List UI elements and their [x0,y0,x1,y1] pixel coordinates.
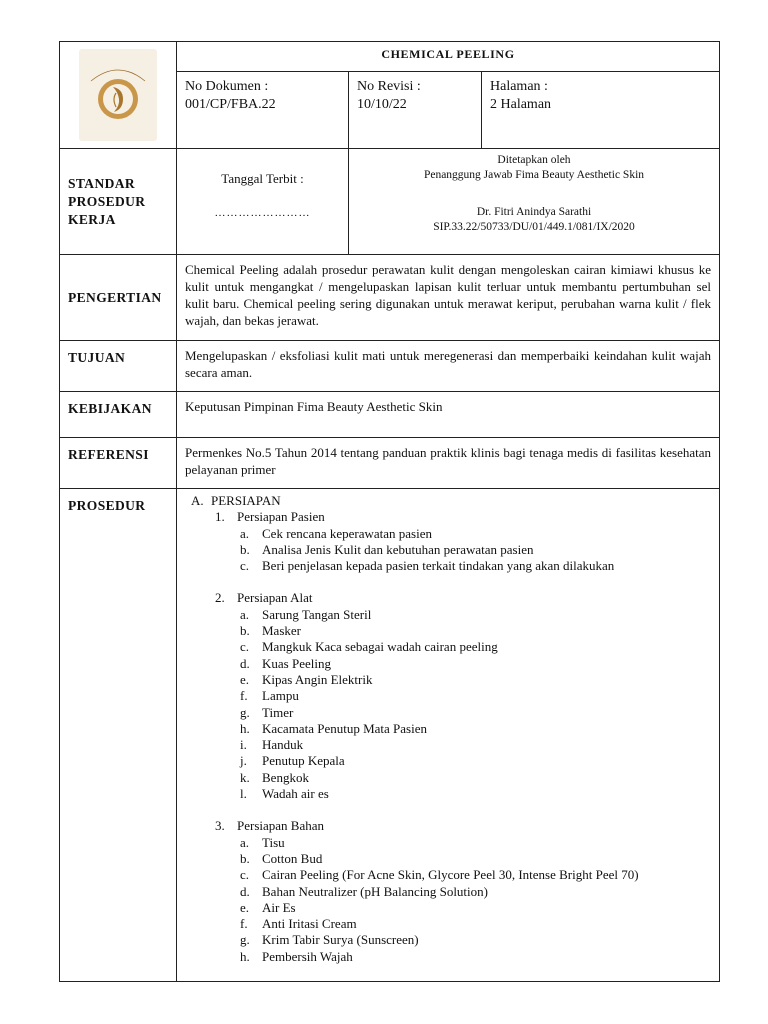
list-item-letter: e. [240,671,250,687]
list-item-text: Tisu [262,834,285,850]
sop-table [59,41,720,982]
issue-date-placeholder: …………………… [214,207,311,219]
list-item-text: Masker [262,623,301,639]
group-number: 1. [215,509,225,525]
list-item-letter: g. [240,932,250,948]
revision-value: 10/10/22 [357,97,407,112]
logo-emblem-icon [83,53,153,137]
issue-date-cell [177,149,349,255]
list-item [185,851,711,867]
list-item-letter: b. [240,850,250,866]
list-item-text: Cairan Peeling (For Acne Skin, Glycore Peel 30, Intense Bright Peel 70) [262,867,639,883]
section-number: A. [191,493,204,508]
list-item-letter: j. [240,753,247,769]
prosedur-group-heading [185,590,711,606]
list-item-text: Bengkok [262,769,309,785]
list-item [185,526,711,542]
approved-by-label: Ditetapkan oleh [497,154,571,166]
issue-date-label: Tanggal Terbit : [221,171,304,186]
list-item-text: Kacamata Penutup Mata Pasien [262,720,427,736]
revision-label: No Revisi : [357,79,421,94]
list-item [185,542,711,558]
list-item [185,916,711,932]
list-item-letter: d. [240,883,250,899]
list-item [185,721,711,737]
list-item-letter: a. [240,834,250,850]
group-title: Persiapan Alat [237,590,313,606]
list-item-text: Timer [262,704,294,720]
list-item-text: Lampu [262,688,299,704]
list-item-letter: f. [240,916,248,932]
sop-label [60,149,177,255]
list-item-text: Air Es [262,899,296,915]
list-item-letter: d. [240,655,250,671]
list-item-letter: c. [240,867,250,883]
approval-cell [349,149,720,255]
list-item-text: Mangkuk Kaca sebagai wadah cairan peeling [262,639,498,655]
page-count-value: 2 Halaman [490,97,552,112]
tujuan-text: Mengelupaskan / eksfoliasi kulit mati untuk meregenerasi dan memperbaiki keindahan kulit wajah secara aman. [177,341,720,392]
list-item-text: Wadah air es [262,786,329,802]
list-item-letter: k. [240,769,250,785]
list-item-text: Bahan Neutralizer (pH Balancing Solution) [262,883,488,899]
list-item-text: Krim Tabir Surya (Sunscreen) [262,932,419,948]
group-number: 2. [215,590,225,606]
list-item-letter: b. [240,541,250,557]
clinic-logo [79,49,157,141]
list-item [185,867,711,883]
list-item-letter: b. [240,623,250,639]
document-number-cell [177,72,349,149]
section-title: PERSIAPAN [211,493,281,508]
pengertian-label: PENGERTIAN [60,255,177,341]
list-item-letter: c. [240,558,250,574]
list-item-text: Cotton Bud [262,850,323,866]
list-item-letter: a. [240,525,250,541]
prosedur-label: PROSEDUR [60,489,177,982]
list-item-letter: i. [240,737,247,753]
list-item [185,770,711,786]
list-item-text: Kuas Peeling [262,655,331,671]
list-item-text: Beri penjelasan kepada pasien terkait tindakan yang akan dilakukan [262,558,615,574]
list-item-letter: f. [240,688,248,704]
list-item [185,737,711,753]
list-item [185,884,711,900]
prosedur-group-heading [185,818,711,834]
list-item [185,705,711,721]
list-item-letter: l. [240,786,247,802]
list-item [185,672,711,688]
pengertian-text: Chemical Peeling adalah prosedur perawatan kulit dengan mengoleskan cairan kimiawi khusus ke kulit untuk mengangkat / mengelupaskan lapisan kulit terluar untuk membantu pertumbuhan sel kulit baru. Chemical peeling sering digunakan untuk merawat keriput, perubahan warna kulit / flek wajah, dan bekas jerawat. [177,255,720,341]
list-item-letter: e. [240,899,250,915]
list-item-text: Analisa Jenis Kulit dan kebutuhan perawatan pasien [262,541,534,557]
logo-cell [60,42,177,149]
list-item [185,558,711,574]
document-number-label: No Dokumen : [185,79,269,94]
group-number: 3. [215,818,225,834]
list-item [185,656,711,672]
list-item-text: Penutup Kepala [262,753,345,769]
list-item-text: Anti Iritasi Cream [262,916,357,932]
list-item [185,932,711,948]
group-title: Persiapan Bahan [237,818,325,834]
group-title: Persiapan Pasien [237,509,325,525]
list-item-letter: h. [240,720,250,736]
list-item [185,639,711,655]
list-item-letter: h. [240,948,250,964]
list-item [185,786,711,802]
revision-cell [349,72,482,149]
document-number-value: 001/CP/FBA.22 [185,97,276,112]
referensi-label: REFERENSI [60,438,177,489]
prosedur-content [177,489,720,982]
approver-name: Dr. Fitri Anindya Sarathi [476,206,592,218]
document-title: CHEMICAL PEELING [177,42,720,72]
list-item [185,623,711,639]
list-item-text: Handuk [262,737,304,753]
list-item-text: Cek rencana keperawatan pasien [262,525,432,541]
page-count-label: Halaman : [490,79,548,94]
list-item [185,688,711,704]
kebijakan-label: KEBIJAKAN [60,392,177,438]
kebijakan-text: Keputusan Pimpinan Fima Beauty Aesthetic Skin [177,392,720,438]
sop-label-line: STANDAR [68,175,136,191]
section-heading [185,493,711,509]
list-item-text: Kipas Angin Elektrik [262,671,373,687]
sop-label-line: KERJA [68,211,116,227]
prosedur-groups [185,509,711,965]
list-item-letter: c. [240,639,250,655]
list-item-text: Sarung Tangan Steril [262,606,372,622]
list-item-letter: g. [240,704,250,720]
list-item [185,753,711,769]
sop-label-line: PROSEDUR [68,193,146,209]
list-item [185,607,711,623]
list-item [185,835,711,851]
page-count-cell [482,72,720,149]
list-item-letter: a. [240,606,250,622]
list-item-text: Pembersih Wajah [262,948,353,964]
tujuan-label: TUJUAN [60,341,177,392]
prosedur-group-heading [185,509,711,525]
list-item [185,900,711,916]
approver-sip: SIP.33.22/50733/DU/01/449.1/081/IX/2020 [433,221,635,233]
referensi-text: Permenkes No.5 Tahun 2014 tentang panduan praktik klinis bagi tenaga medis di fasilitas kesehatan pelayanan primer [177,438,720,489]
approver-role: Penanggung Jawab Fima Beauty Aesthetic Skin [423,169,645,181]
list-item [185,949,711,965]
